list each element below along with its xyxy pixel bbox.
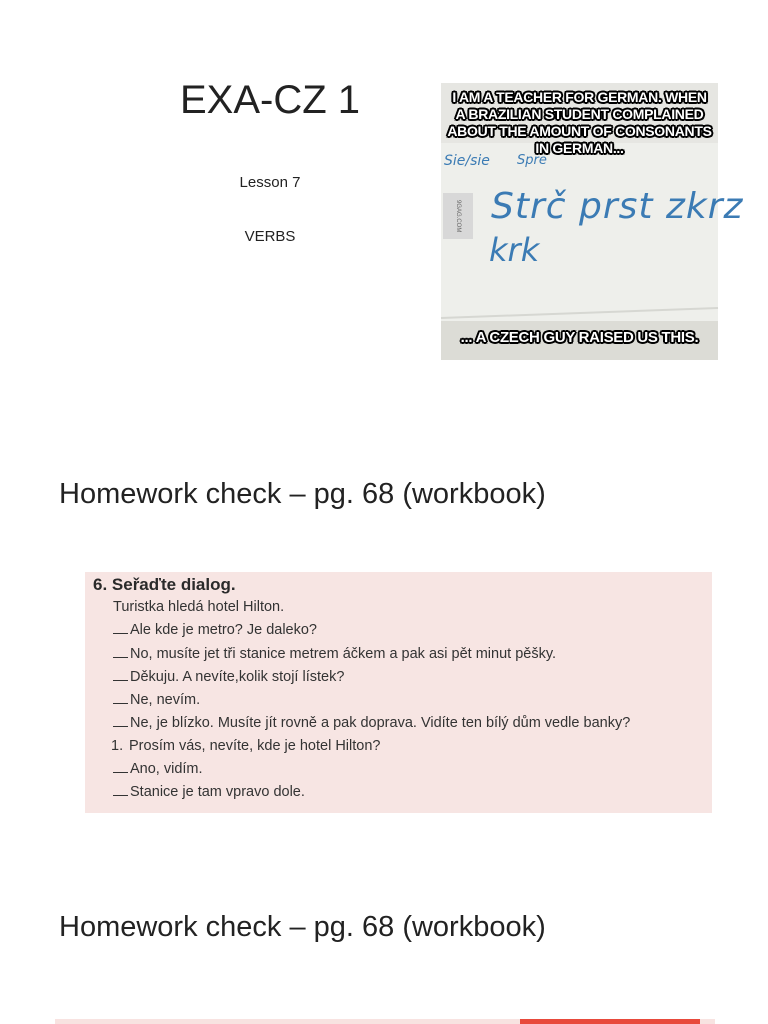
board-line-2: krk [489, 231, 540, 269]
exercise-title: 6. Seřaďte dialog. [93, 575, 236, 594]
meme-image [441, 83, 744, 360]
dialog-line: Ano, vidím. [113, 761, 203, 777]
board-small-text-1: Sie/sie [444, 153, 490, 169]
lesson-label: Lesson 7 [239, 174, 301, 191]
answer-blank[interactable] [113, 702, 128, 704]
dialog-line: No, musíte jet tři stanice metrem áčkem a pak asi pět minut pěšky. [113, 646, 556, 662]
exercise-intro: Turistka hledá hotel Hilton. [113, 599, 285, 615]
meme-top-caption: I AM A TEACHER FOR GERMAN. WHEN A BRAZILIAN STUDENT COMPLAINED ABOUT THE AMOUNT OF CONSONANTS IN GERMAN... [447, 89, 712, 156]
meme-bottom-caption: ... A CZECH GUY RAISED US THIS. [460, 329, 699, 346]
answer-blank[interactable] [113, 632, 128, 634]
line-number: 1. [111, 738, 124, 754]
dialog-line: 1. Prosím vás, nevíte, kde je hotel Hilton? [111, 738, 381, 754]
dialog-line: Děkuju. A nevíte,kolik stojí lístek? [113, 669, 344, 685]
section-heading-homework-2: Homework check – pg. 68 (workbook) [59, 911, 546, 943]
answer-blank[interactable] [113, 771, 128, 773]
dialog-line: Ale kde je metro? Je daleko? [113, 622, 317, 638]
topic-label: VERBS [244, 228, 296, 245]
answer-blank[interactable] [113, 679, 128, 681]
exercise-image-accent [520, 1019, 700, 1024]
dialog-line: Ne, je blízko. Musíte jít rovně a pak doprava. Vidíte ten bílý dům vedle banky? [113, 715, 630, 731]
board-small-text-2: Spre [517, 153, 547, 168]
answer-blank[interactable] [113, 794, 128, 796]
board-line-1: Strč prst zkrz [491, 186, 744, 227]
answer-blank[interactable] [113, 656, 128, 658]
dialog-line: Stanice je tam vpravo dole. [113, 784, 305, 800]
slide-title: EXA-CZ 1 [179, 78, 361, 122]
exercise-card [85, 572, 712, 813]
section-heading-homework: Homework check – pg. 68 (workbook) [59, 478, 546, 510]
dialog-line: Ne, nevím. [113, 692, 200, 708]
watermark-badge: 9GAG.COM [443, 193, 473, 239]
answer-blank[interactable] [113, 725, 128, 727]
